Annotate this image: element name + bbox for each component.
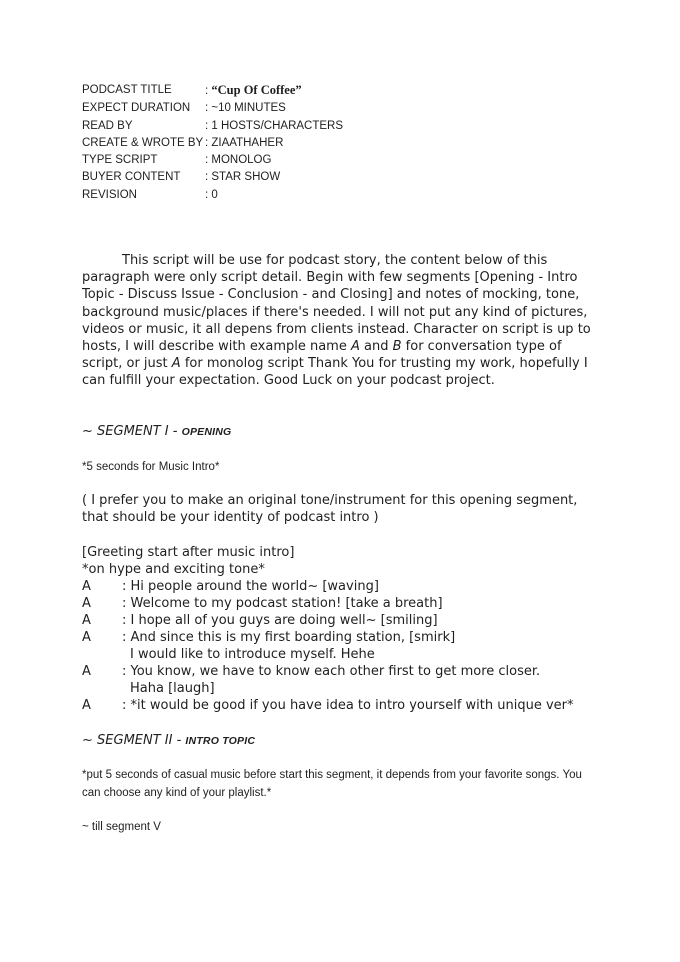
podcast-title: “Cup Of Coffee” xyxy=(211,83,302,97)
meta-row-read-by xyxy=(82,118,343,135)
script-line-continuation: I would like to introduce myself. Hehe xyxy=(130,647,375,662)
script-line: A : And since this is my first boarding station, [smirk] xyxy=(82,630,456,645)
tone-note: *on hype and exciting tone* xyxy=(82,562,265,577)
meta-key: BUYER CONTENT xyxy=(82,171,181,184)
meta-row-buyer xyxy=(82,169,343,186)
script-line: A : Hi people around the world~ [waving] xyxy=(82,579,379,594)
meta-row-type xyxy=(82,152,343,169)
meta-value: : MONOLOG xyxy=(205,154,272,167)
till-segment-note: ~ till segment V xyxy=(82,821,161,833)
meta-value: : ZIAATHAHER xyxy=(205,136,284,149)
segment-1-heading: ~ SEGMENT I - OPENING xyxy=(82,424,232,439)
meta-key: READ BY xyxy=(82,119,133,132)
segment-2-heading: ~ SEGMENT II - INTRO TOPIC xyxy=(82,733,256,748)
opening-tone-note: ( I prefer you to make an original tone/instrument for this opening segment, that should be your identity of podcast intro ) xyxy=(82,493,578,526)
meta-row-duration xyxy=(82,100,343,117)
script-line-continuation: Haha [laugh] xyxy=(130,681,215,696)
meta-value: : STAR SHOW xyxy=(205,171,281,184)
script-line: A : Welcome to my podcast station! [take a breath] xyxy=(82,596,443,611)
meta-value: : ~10 MINUTES xyxy=(205,102,286,115)
meta-key: CREATE & WROTE BY xyxy=(82,136,204,149)
meta-row-title xyxy=(82,82,343,100)
script-line: A : You know, we have to know each other first to get more closer. xyxy=(82,664,541,679)
meta-key: EXPECT DURATION xyxy=(82,102,191,115)
script-line: A : *it would be good if you have idea to intro yourself with unique ver* xyxy=(82,698,574,713)
script-metadata xyxy=(82,82,343,204)
meta-value: : 1 HOSTS/CHARACTERS xyxy=(205,119,344,132)
casual-music-note: *put 5 seconds of casual music before start this segment, it depends from your favorite songs. You can choose any kind of your playlist.* xyxy=(82,769,582,799)
script-line: A : I hope all of you guys are doing well~ [smiling] xyxy=(82,613,438,628)
meta-value: : 0 xyxy=(205,188,218,201)
meta-value: : “Cup Of Coffee” xyxy=(205,83,302,97)
meta-key: REVISION xyxy=(82,188,137,201)
music-intro-note: *5 seconds for Music Intro* xyxy=(82,461,220,473)
greeting-note: [Greeting start after music intro] xyxy=(82,545,295,560)
meta-key: TYPE SCRIPT xyxy=(82,154,158,167)
meta-row-author xyxy=(82,135,343,152)
meta-key: PODCAST TITLE xyxy=(82,84,172,96)
meta-row-revision xyxy=(82,187,343,204)
intro-paragraph: This script will be use for podcast story, the content below of this paragraph were only script detail. Begin with few segments [Opening - Intro Topic - Discuss Issue - Conclusion - and Closing] and notes of mocking, tone, background music/places if there's needed. I will not put any kind of pictures, videos or music, it all depens from clients instead. Character on script is up to hosts, I will describe with example name A and B for conversation type of script, or just A for monolog script Thank You for trusting my work, hopefully I can fulfill your expectation. Good Luck on your podcast project. xyxy=(82,253,591,389)
